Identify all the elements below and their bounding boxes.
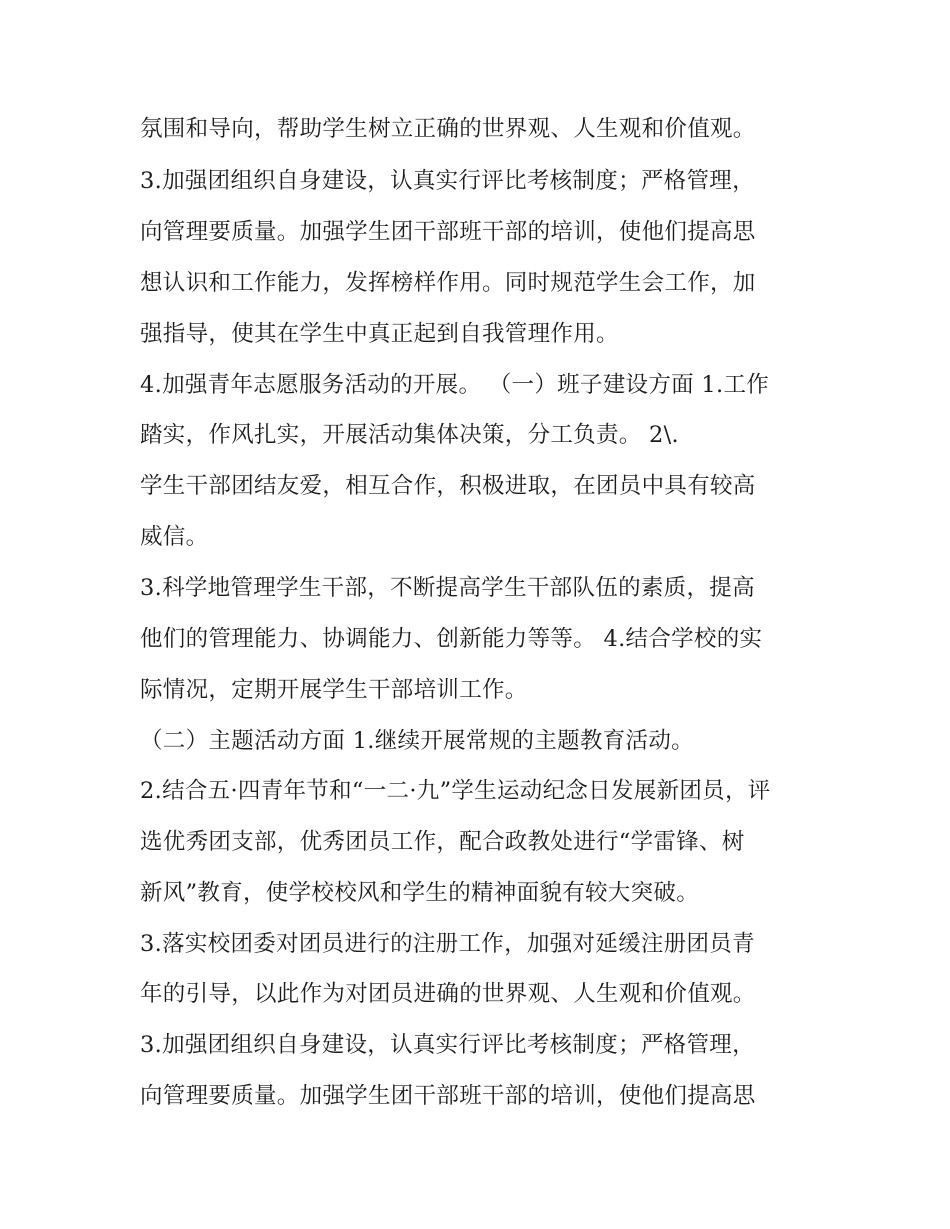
text-line: 3.科学地管理学生干部，不断提高学生干部队伍的素质，提高	[140, 575, 755, 601]
text-line: 3.加强团组织自身建设，认真实行评比考核制度；严格管理，	[140, 168, 755, 194]
text-line: 年的引导，以此作为对团员进确的世界观、人生观和价值观。	[140, 981, 756, 1007]
text-line: 向管理要质量。加强学生团干部班干部的培训，使他们提高思	[140, 1083, 756, 1109]
text-line: 3.加强团组织自身建设，认真实行评比考核制度；严格管理，	[140, 1032, 755, 1058]
text-line: 4.加强青年志愿服务活动的开展。 （一）班子建设方面 1.工作	[140, 372, 770, 398]
text-line: （二）主题活动方面 1.继续开展常规的主题教育活动。	[140, 728, 694, 754]
text-line: 向管理要质量。加强学生团干部班干部的培训，使他们提高思	[140, 219, 756, 245]
text-line: 学生干部团结友爱，相互合作，积极进取，在团员中具有较高	[140, 473, 756, 499]
text-line: 威信。	[140, 524, 209, 550]
text-line: 新风”教育，使学校校风和学生的精神面貌有较大突破。	[140, 880, 700, 906]
text-line: 他们的管理能力、协调能力、创新能力等等。 4.结合学校的实	[140, 626, 763, 652]
text-line: 想认识和工作能力，发挥榜样作用。同时规范学生会工作，加	[140, 270, 756, 296]
text-line: 3.落实校团委对团员进行的注册工作，加强对延缓注册团员青	[140, 931, 755, 957]
text-line: 强指导，使其在学生中真正起到自我管理作用。	[140, 321, 619, 347]
text-line: 2.结合五·四青年节和“一二·九”学生运动纪念日发展新团员，评	[140, 778, 771, 804]
text-line: 际情况，定期开展学生干部培训工作。	[140, 677, 528, 703]
text-line: 踏实，作风扎实，开展活动集体决策，分工负责。 2\.	[140, 422, 680, 448]
text-line: 氛围和导向，帮助学生树立正确的世界观、人生观和价值观。	[140, 116, 756, 142]
text-line: 选优秀团支部，优秀团员工作，配合政教处进行“学雷锋、树	[140, 829, 745, 855]
